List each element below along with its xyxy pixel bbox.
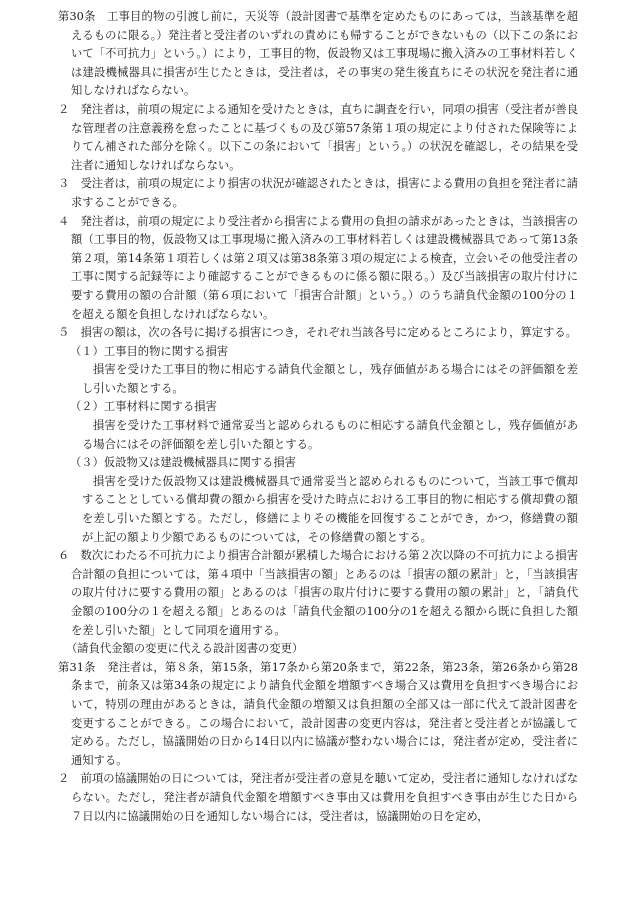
item-2-body: 損害を受けた工事材料で通常妥当と認められるものに相応する請負代金額とし，残存価値がある場合にはその評価額を差し引いた額とする。	[82, 419, 578, 451]
article-31-caption: （請負代金額の変更に代える設計図書の変更）	[66, 642, 304, 656]
article-30-paragraph-4: ４ 発注者は，前項の規定により受注者から損害による費用の負担の請求があったときは，当該損害の額（工事目的物，仮設物又は工事現場に搬入済みの工事材料若しくは建設機械器具であって第13条第２項，第14条第１項若しくは第２項又は第38条第３項の規定による検査，立会いその他受注者の工事に関する記録等により確認することができるものに係る額に限る。）及び当該損害の取片付けに要する費用の額の合計額（第６項において「損害合計額」という。）のうち請負代金額の100分の１を超える額を負担しなければならない。	[58, 214, 578, 321]
item-2-heading: （２）工事材料に関する損害	[70, 400, 217, 414]
item-3-heading: （３）仮設物又は建設機械器具に関する損害	[70, 456, 296, 470]
article-31-paragraph-1: 第31条 発注者は，第８条，第15条，第17条から第20条まで，第22条，第23条，第26条から第28条まで，前条又は第34条の規定により請負代金額を増額すべき場合又は費用を負担すべき場合において，特別の理由があるときは，請負代金額の増額又は負担額の全部又は一部に代えて設計図書を変更することができる。この場合において，設計図書の変更内容は，発注者と受注者とが協議して定める。ただし，協議開始の日から14日以内に協議が整わない場合には，発注者が定め，受注者に通知する。	[58, 660, 578, 767]
item-1-body: 損害を受けた工事目的物に相応する請負代金額とし，残存価値がある場合にはその評価額を差し引いた額とする。	[82, 363, 578, 395]
article-30-paragraph-2: ２ 発注者は，前項の規定による通知を受けたときは，直ちに調査を行い，同項の損害（受注者が善良な管理者の注意義務を怠ったことに基づくもの及び第57条第１項の規定により付された保険等によりてん補された部分を除く。以下この条において「損害」という。）の状況を確認し，その結果を受注者に通知しなければならない。	[58, 102, 578, 172]
item-3-body: 損害を受けた仮設物又は建設機械器具で通常妥当と認められるものについて，当該工事で償却することとしている償却費の額から損害を受けた時点における工事目的物に相応する償却費の額を差し引いた額とする。ただし，修繕によりその機能を回復することができ，かつ，修繕費の額が上記の額より少額であるものについては，その修繕費の額とする。	[82, 474, 578, 544]
article-30-paragraph-6: ６ 数次にわたる不可抗力により損害合計額が累積した場合における第２次以降の不可抗力による損害合計額の負担については，第４項中「当該損害の額」とあるのは「損害の額の累計」と，「当該損害の取片付けに要する費用の額」とあるのは「損害の取片付けに要する費用の額の累計」と，「請負代金額の100分の１を超える額」とあるのは「請負代金額の100分の1を超える額から既に負担した額を差し引いた額」として同項を適用する。	[58, 549, 578, 637]
article-30-paragraph-1: 第30条 工事目的物の引渡し前に，天災等（設計図書で基準を定めたものにあっては，当該基準を超えるものに限る。）発注者と受注者のいずれの責めにも帰することができないもの（以下この条において「不可抗力」という。）により，工事目的物，仮設物又は工事現場に搬入済みの工事材料若しくは建設機械器具に損害が生じたときは，受注者は，その事実の発生後直ちにその状況を発注者に通知しなければならない。	[58, 10, 578, 98]
article-31-paragraph-2: ２ 前項の協議開始の日については，発注者が受注者の意見を聴いて定め，受注者に通知しなければならない。ただし，発注者が請負代金額を増額すべき事由又は費用を負担すべき事由が生じた日から７日以内に協議開始の日を通知しない場合には，受注者は，協議開始の日を定め，	[58, 772, 578, 823]
item-1-heading: （１）工事目的物に関する損害	[70, 344, 229, 358]
article-30-paragraph-5: ５ 損害の額は，次の各号に掲げる損害につき，それぞれ当該各号に定めるところにより，算定する。	[58, 326, 577, 340]
document-page	[58, 8, 578, 826]
article-30-paragraph-3: ３ 受注者は，前項の規定により損害の状況が確認されたときは，損害による費用の負担を発注者に請求することができる。	[58, 177, 578, 209]
